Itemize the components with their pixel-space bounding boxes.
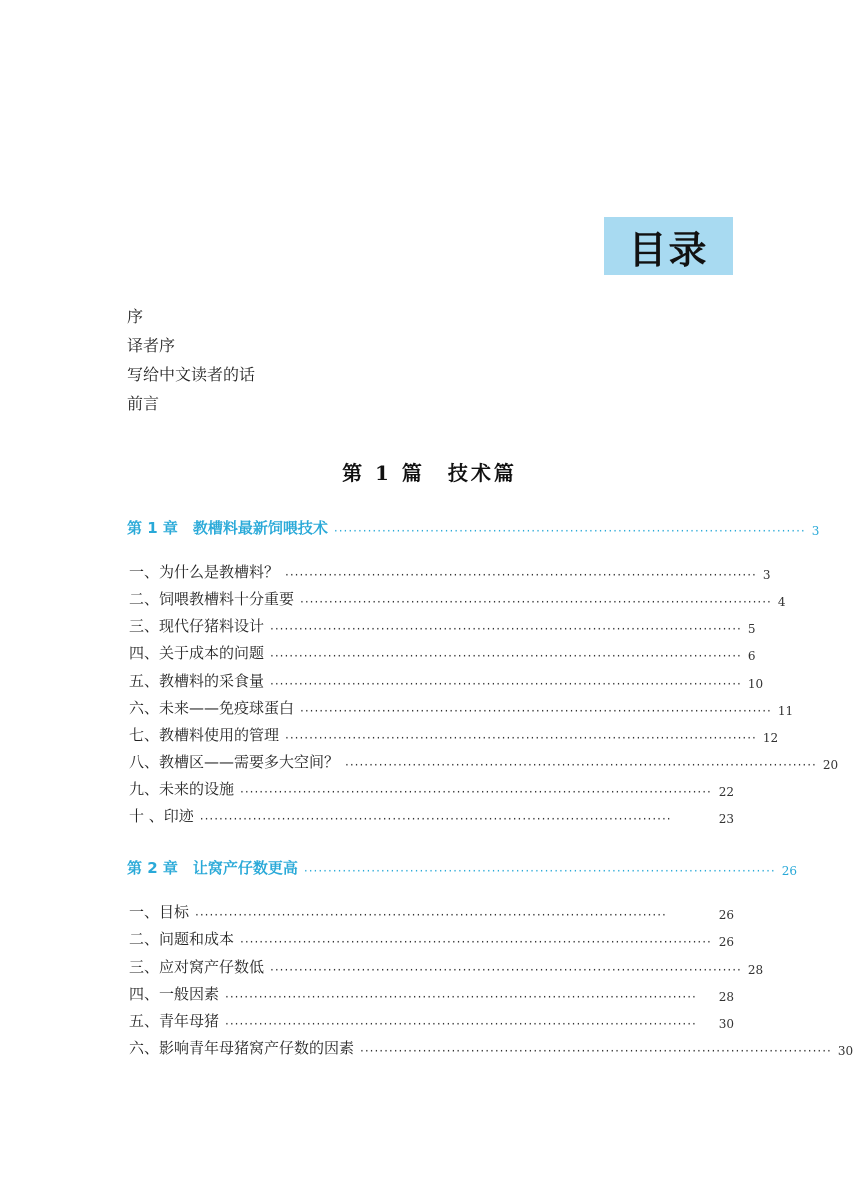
section-entry[interactable] [127,614,756,636]
section-label: 四、关于成本的问题 [129,644,265,662]
page-number: 5 [747,622,756,636]
section-entry[interactable] [127,804,734,826]
page-number: 4 [777,595,786,609]
leader-dots: ·································································································· [240,785,712,799]
leader-dots: ·································································································· [345,758,817,772]
page-number: 3 [811,524,820,538]
section-entry[interactable] [127,927,734,949]
leader-dots: ·································································································· [285,568,757,582]
section-label: 七、教槽料使用的管理 [129,726,280,744]
leader-dots: ·································································································· [285,731,757,745]
section-label: 二、饲喂教槽料十分重要 [129,590,295,608]
page-number: 26 [781,864,797,878]
section-entry[interactable] [127,982,734,1004]
leader-dots: ·································································································· [300,704,772,718]
section-label: 一、为什么是教槽料？ [129,563,280,581]
leader-dots: ·································································································· [270,649,742,663]
page-number: 3 [762,568,771,582]
front-matter-item[interactable]: 译者序 [127,336,176,355]
section-entry[interactable] [127,955,764,977]
section-label: 九、未来的设施 [129,780,235,798]
page-number: 30 [837,1044,854,1058]
page-number: 28 [747,963,764,977]
leader-dots: ·································································································· [333,524,806,538]
section-label: 六、未来——免疫球蛋白 [129,699,295,717]
page-number: 6 [747,649,756,663]
section-label: 二、问题和成本 [129,930,235,948]
page-number: 26 [718,935,734,949]
section-label: 五、青年母猪 [129,1012,220,1030]
section-entry[interactable] [127,641,756,663]
section-entry[interactable] [127,1009,734,1031]
section-entry[interactable] [127,1036,854,1058]
section-entry[interactable] [127,777,734,799]
toc-title: 目录 [628,226,709,272]
page-number: 11 [777,704,794,718]
front-matter-item[interactable]: 前言 [127,394,160,413]
page-number: 22 [718,785,734,799]
front-matter-item[interactable]: 序 [127,307,144,326]
page-number: 10 [747,677,764,691]
leader-dots: ·································································································· [270,622,742,636]
section-entry[interactable] [127,723,779,745]
chapter-entry[interactable] [127,856,797,878]
section-entry[interactable] [127,587,786,609]
chapter-entry[interactable] [127,516,820,538]
chapter-label: 第 1 章 教槽料最新饲喂技术 [127,519,328,537]
leader-dots: ·································································································· [360,1044,832,1058]
section-entry[interactable] [127,669,764,691]
leader-dots: ·································································································· [300,595,772,609]
section-label: 八、教槽区——需要多大空间？ [129,753,340,771]
page-number: 28 [718,990,734,1004]
front-matter-item[interactable]: 写给中文读者的话 [127,365,256,384]
section-entry[interactable] [127,696,794,718]
chapter-label: 第 2 章 让窝产仔数更高 [127,859,298,877]
part-title: 第 1 篇 技术篇 [342,461,517,485]
page-number: 20 [822,758,839,772]
toc-title-box [604,217,733,275]
page-number: 23 [718,812,734,826]
leader-dots: ·································································································· [195,908,667,922]
section-entry[interactable] [127,750,839,772]
section-label: 六、影响青年母猪窝产仔数的因素 [129,1039,355,1057]
page-number: 12 [762,731,779,745]
section-label: 三、现代仔猪料设计 [129,617,265,635]
page-number: 26 [718,908,734,922]
section-label: 五、教槽料的采食量 [129,672,265,690]
section-label: 一、目标 [129,903,190,921]
section-label: 三、应对窝产仔数低 [129,958,265,976]
leader-dots: ·································································································· [225,1017,697,1031]
leader-dots: ·································································································· [303,864,776,878]
leader-dots: ·································································································· [225,990,697,1004]
section-entry[interactable] [127,560,771,582]
section-label: 十 、印迹 [129,807,194,825]
section-entry[interactable] [127,900,734,922]
leader-dots: ·································································································· [240,935,712,949]
leader-dots: ·································································································· [270,963,742,977]
leader-dots: ·································································································· [199,812,672,826]
leader-dots: ·································································································· [270,677,742,691]
section-label: 四、一般因素 [129,985,220,1003]
page-number: 30 [718,1017,734,1031]
